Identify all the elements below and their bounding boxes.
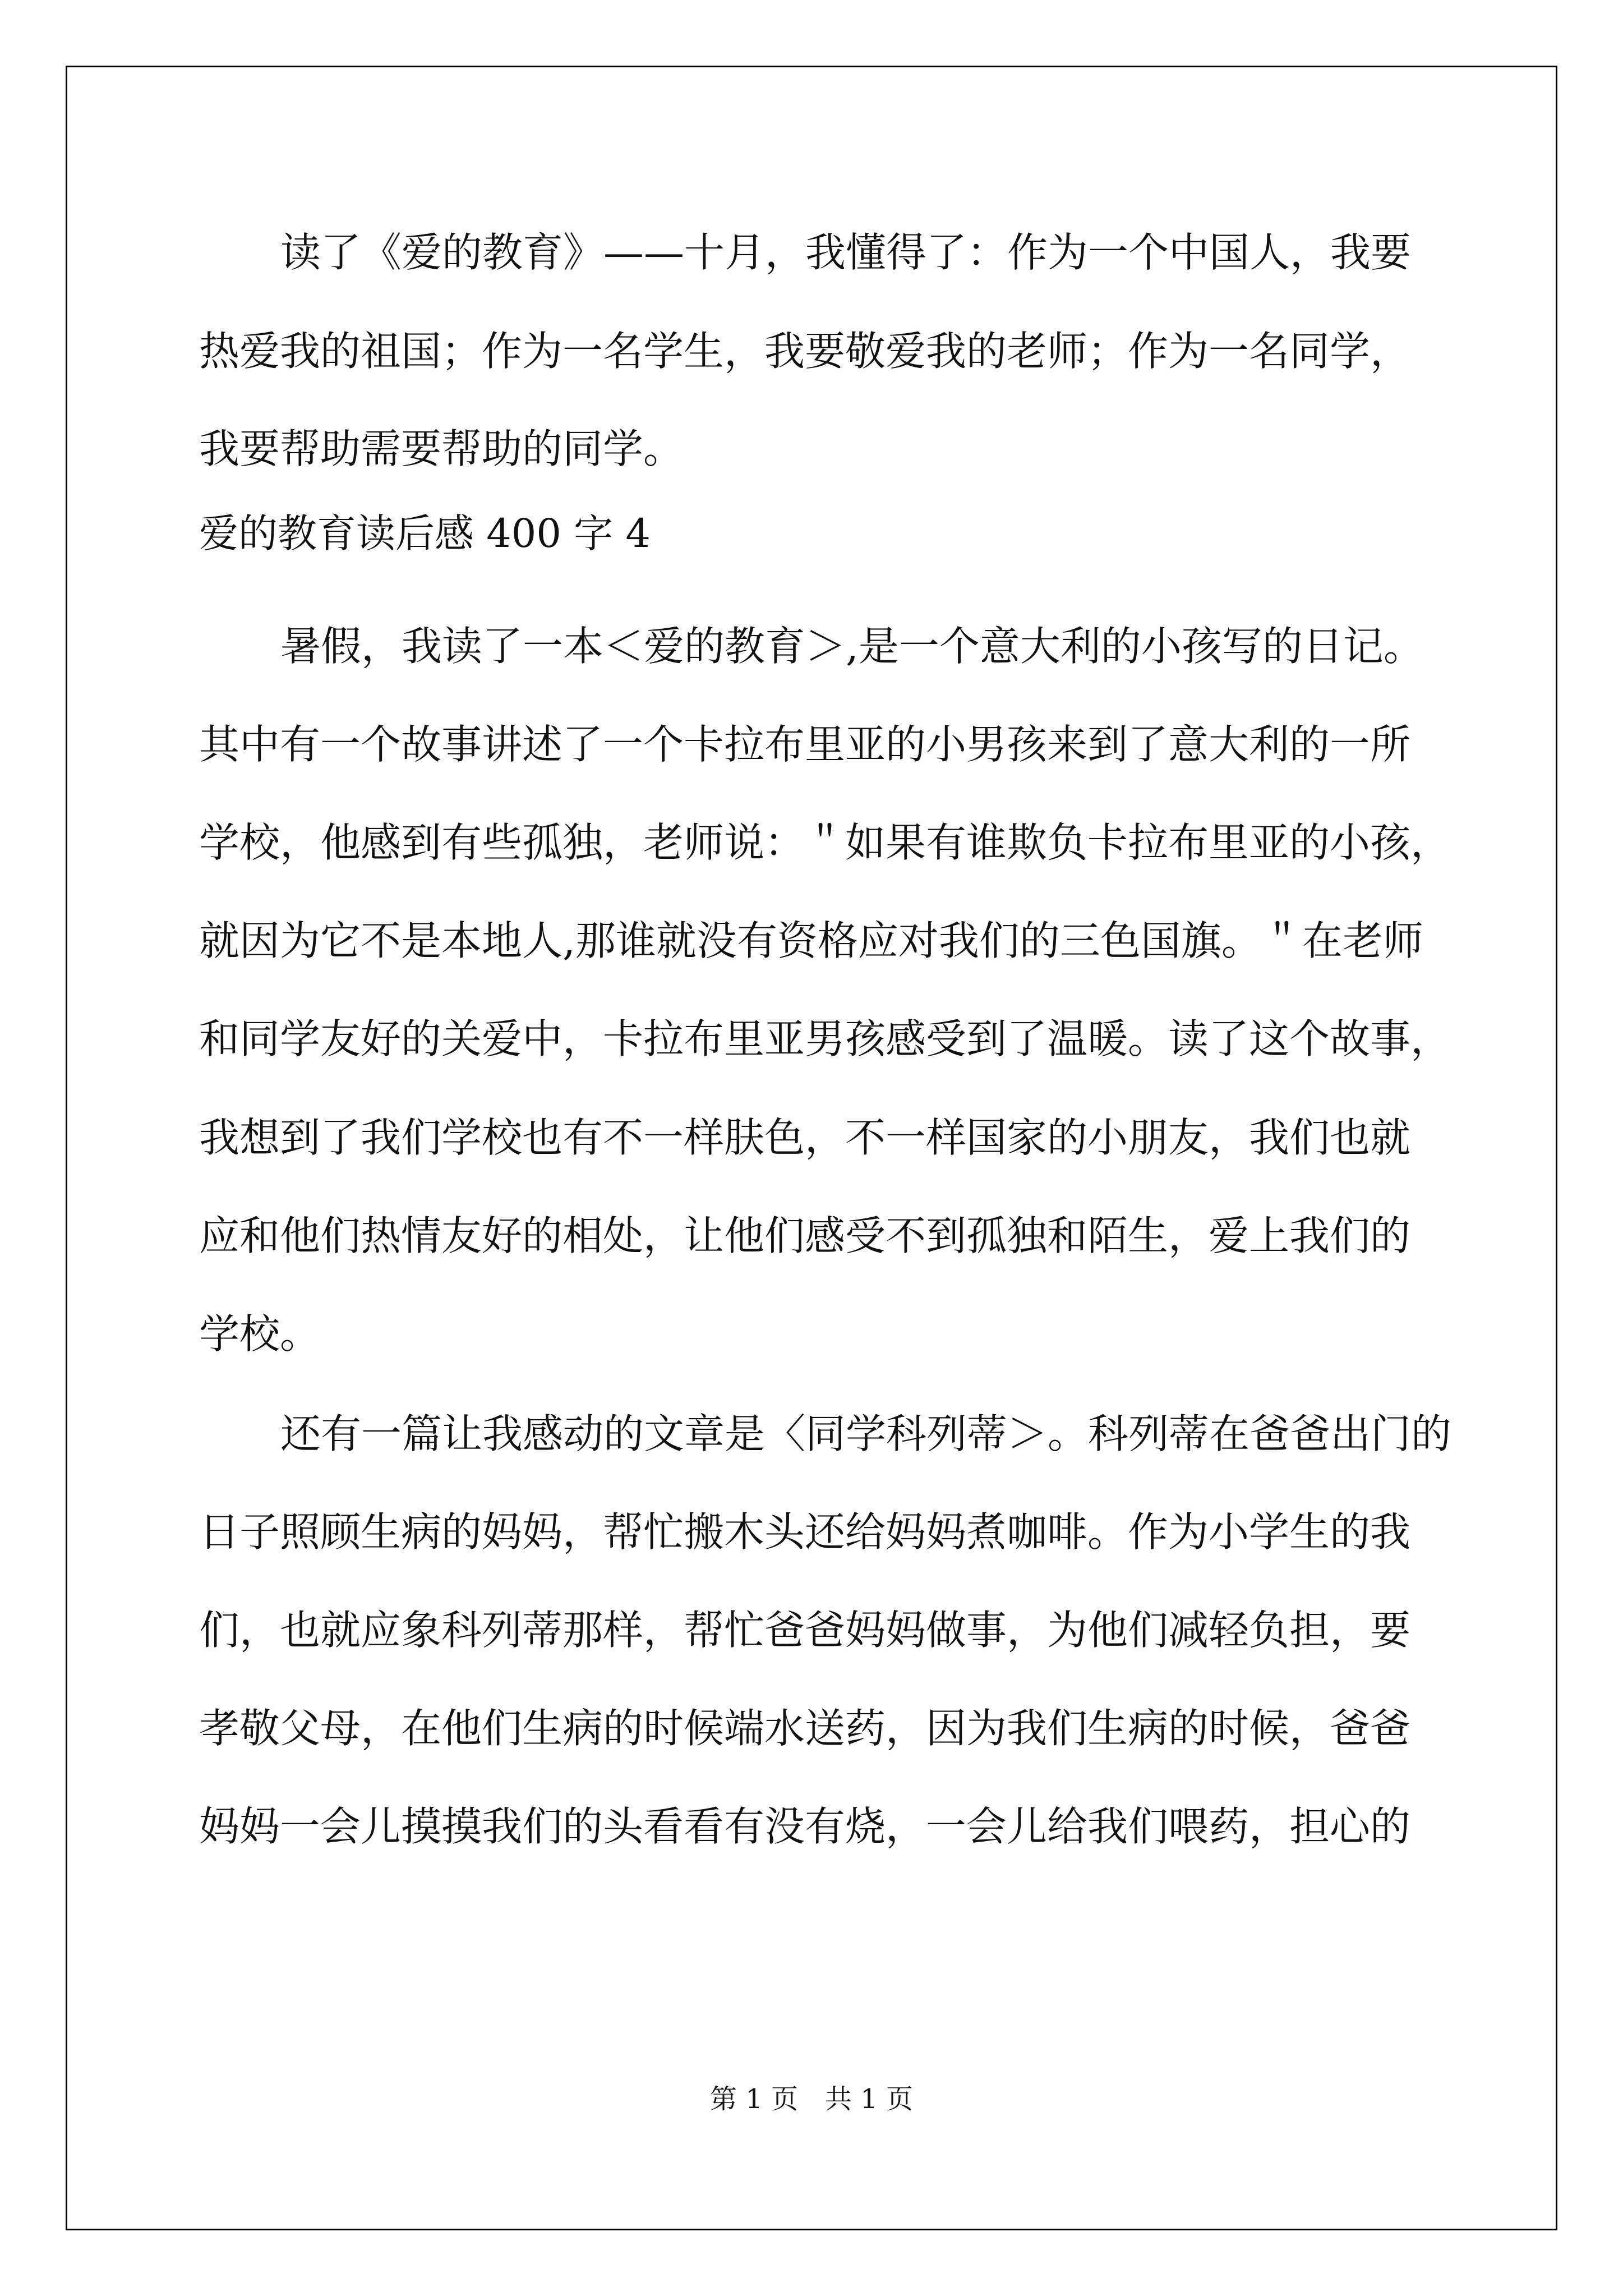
paragraph-line: 日子照顾生病的妈妈，帮忙搬木头还给妈妈煮咖啡。作为小学生的我 <box>199 1508 1411 1556</box>
paragraph-line: 读了《爱的教育》——十月，我懂得了：作为一个中国人，我要 <box>280 229 1412 276</box>
paragraph-line: 学校。 <box>199 1310 321 1358</box>
paragraph-line: 妈妈一会儿摸摸我们的头看看有没有烧，一会儿给我们喂药，担心的 <box>199 1803 1411 1850</box>
paragraph-line: 热爱我的祖国；作为一名学生，我要敬爱我的老师；作为一名同学， <box>199 328 1411 375</box>
paragraph-line: 其中有一个故事讲述了一个卡拉布里亚的小男孩来到了意大利的一所 <box>199 721 1411 768</box>
section-heading: 爱的教育读后感 400 字 4 <box>199 510 651 556</box>
paragraph-line: 们，也就应象科列蒂那样，帮忙爸爸妈妈做事，为他们减轻负担，要 <box>199 1607 1411 1654</box>
paragraph-line: 我想到了我们学校也有不一样肤色，不一样国家的小朋友，我们也就 <box>199 1114 1411 1161</box>
paragraph-line: 就因为它不是本地人,那谁就没有资格应对我们的三色国旗。＂在老师 <box>199 917 1423 964</box>
paragraph-line: 孝敬父母，在他们生病的时候端水送药，因为我们生病的时候，爸爸 <box>199 1705 1411 1752</box>
page-total: 共 1 页 <box>825 2083 914 2115</box>
paragraph-line: 还有一篇让我感动的文章是〈同学科列蒂＞。科列蒂在爸爸出门的 <box>280 1410 1452 1457</box>
paragraph-line: 我要帮助需要帮助的同学。 <box>199 425 684 472</box>
paragraph-line: 和同学友好的关爱中，卡拉布里亚男孩感受到了温暖。读了这个故事， <box>199 1015 1451 1062</box>
page-footer <box>0 2082 1623 2116</box>
paragraph-line: 暑假，我读了一本＜爱的教育＞,是一个意大利的小孩写的日记。 <box>280 623 1424 670</box>
paragraph-line: 应和他们热情友好的相处，让他们感受不到孤独和陌生，爱上我们的 <box>199 1212 1411 1259</box>
page-number: 第 1 页 <box>709 2083 798 2115</box>
paragraph-line: 学校，他感到有些孤独，老师说：＂如果有谁欺负卡拉布里亚的小孩， <box>199 819 1451 866</box>
